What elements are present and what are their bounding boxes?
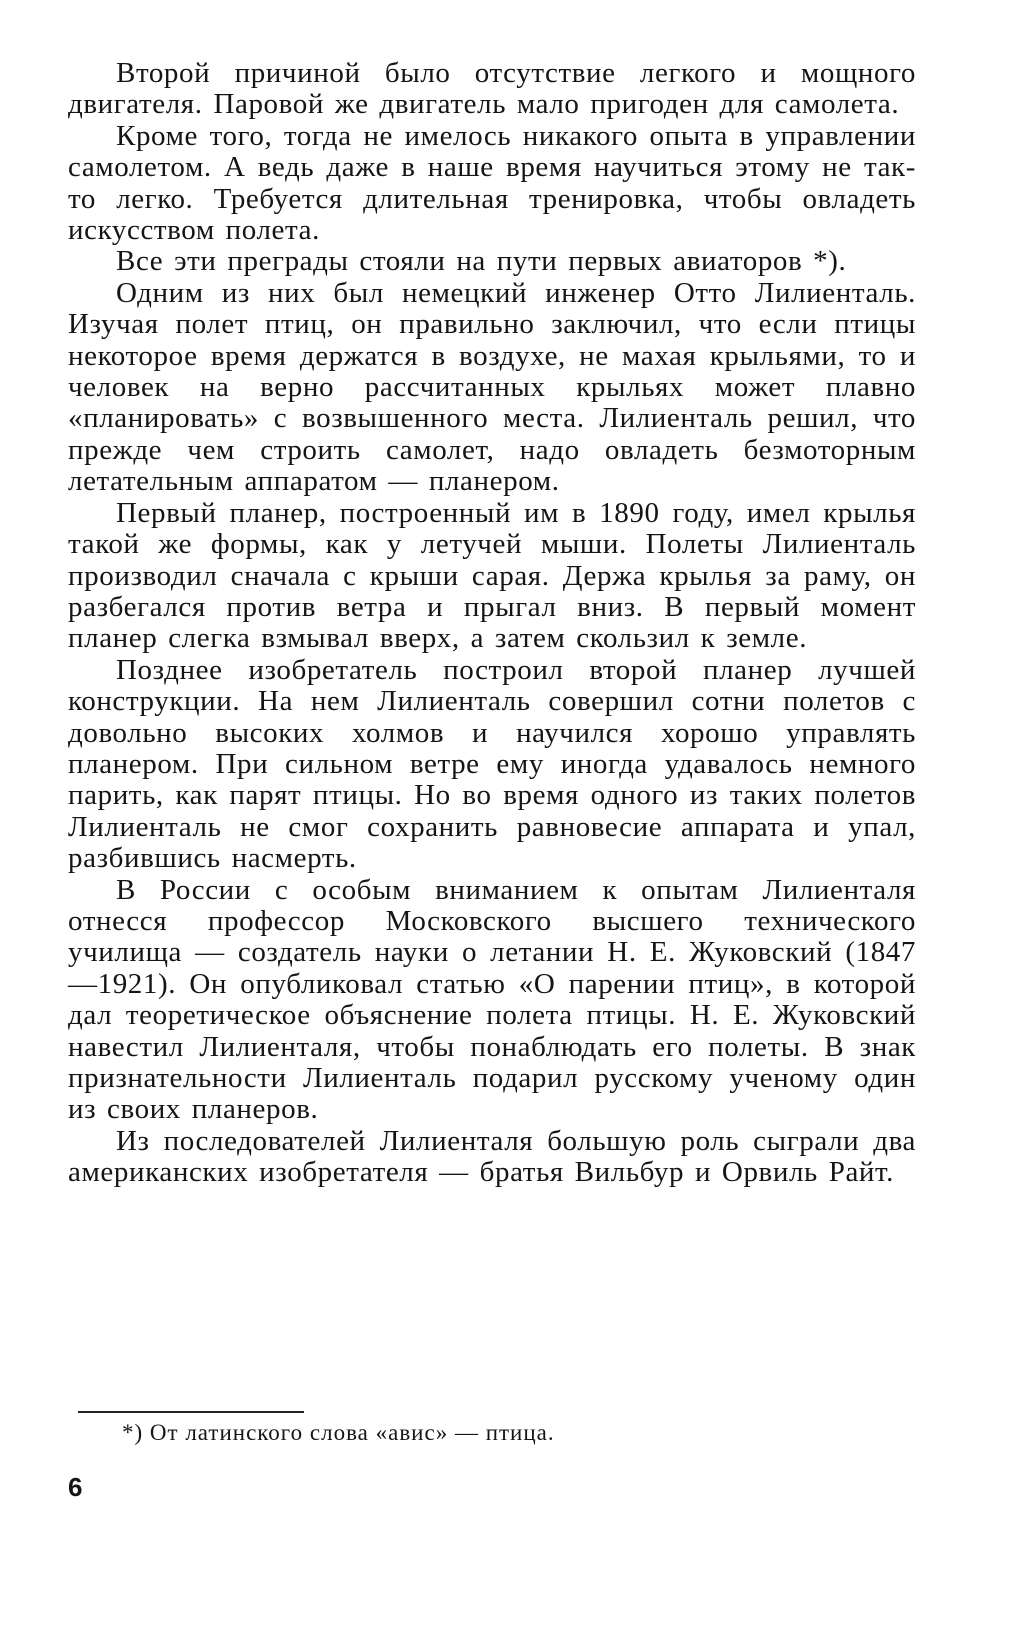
page-number: 6 [68, 1472, 83, 1502]
footnote: *) От латинского слова «авис» — птица. [122, 1420, 555, 1445]
paragraph: Кроме того, тогда не имелось никакого опыта в управлении самолетом. А ведь даже в наше время научиться этому не так-то легко. Требуется длительная тренировка, чтобы овладеть искусством полета. [68, 119, 916, 247]
paragraph: Из последователей Лилиенталя большую роль сыграли два американских изобретателя — братья Вильбур и Орвиль Райт. [68, 1124, 916, 1189]
paragraph: Одним из них был немецкий инженер Отто Лилиенталь. Изучая полет птиц, он правильно заключил, что если птицы некоторое время держатся в воздухе, не махая крыльями, то и человек на верно рассчитанных крыльях может плавно «планировать» с возвышенного места. Лилиенталь решил, что прежде чем строить самолет, надо овладеть безмоторным летательным аппаратом — планером. [68, 276, 916, 498]
paragraph: Позднее изобретатель построил второй планер лучшей конструкции. На нем Лилиенталь совершил сотни полетов с довольно высоких холмов и научился хорошо управлять планером. При сильном ветре ему иногда удавалось немного парить, как парят птицы. Но во время одного из таких полетов Лилиенталь не смог сохранить равновесие аппарата и упал, разбившись насмерть. [68, 653, 916, 875]
page-body [68, 58, 916, 1189]
footnote-divider [78, 1411, 304, 1413]
paragraph: Второй причиной было отсутствие легкого и мощного двигателя. Паровой же двигатель мало пригоден для самолета. [68, 57, 916, 121]
paragraph: Первый планер, построенный им в 1890 году, имел крылья такой же формы, как у летучей мыши. Полеты Лилиенталь производил сначала с крыши сарая. Держа крылья за раму, он разбегался против ветра и прыгал вниз. В первый момент планер слегка взмывал вверх, а затем скользил к земле. [68, 496, 916, 655]
paragraph: В России с особым вниманием к опытам Лилиенталя отнесся профессор Московского высшего технического училища — создатель науки о летании Н. Е. Жуковский (1847—1921). Он опубликовал статью «О парении птиц», в которой дал теоретическое объяснение полета птицы. Н. Е. Жуковский навестил Лилиенталя, чтобы понаблюдать его полеты. В знак признательности Лилиенталь подарил русскому ученому один из своих планеров. [68, 873, 916, 1126]
paragraph: Все эти преграды стояли на пути первых авиаторов *). [116, 245, 847, 278]
